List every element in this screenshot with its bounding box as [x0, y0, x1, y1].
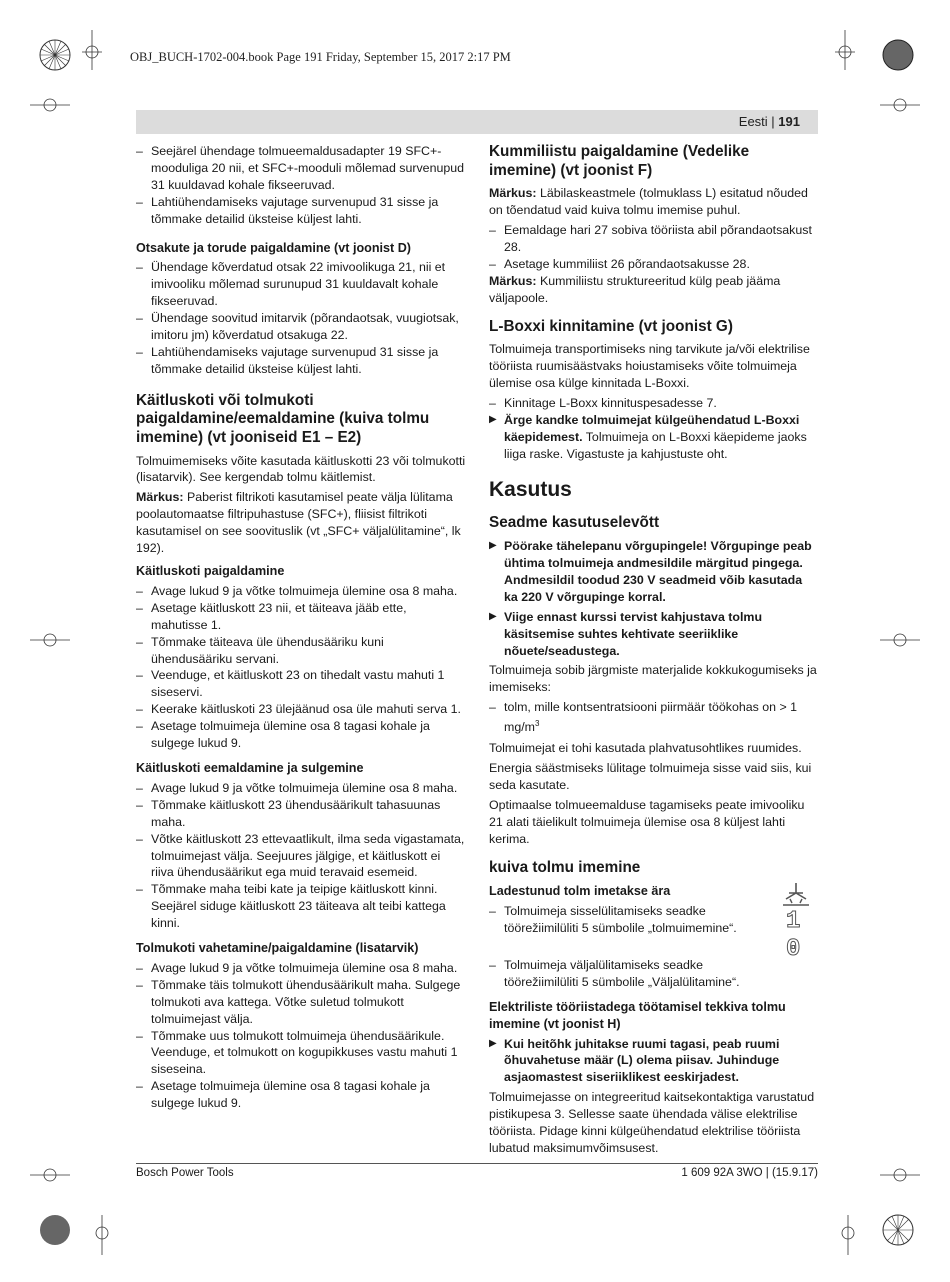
paragraph: Tolmuimemiseks võite kasutada käitluskotti 23 või tolmukotti (lisatarvik). See kergendab tolmu käitlemist.	[136, 453, 466, 485]
warning-bold: Kui heitõhk juhitakse ruumi tagasi, peab ruumi õhuvahetuse määr (L) olema piisav. Juhinduge asjaomastest siseriiklikest eeskirjadest.	[504, 1036, 780, 1085]
vacuum-icon	[778, 881, 814, 911]
section-heading: Tolmukoti vahetamine/paigaldamine (lisatarvik)	[136, 941, 419, 956]
list-item: – Keerake käitluskoti 23 ülejäänud osa üle mahuti serva 1.	[136, 701, 466, 718]
registration-mark	[873, 1205, 923, 1255]
section-heading: Käitluskoti paigaldamine	[136, 564, 285, 578]
section-heading: L-Boxxi kinnitamine (vt joonist G)	[489, 317, 733, 335]
footer-code: 1 609 92A 3WO | (15.9.17)	[681, 1167, 818, 1179]
symbol-off: 0	[786, 936, 801, 963]
list-item: – Avage lukud 9 ja võtke tolmuimeja ülemine osa 8 maha.	[136, 780, 466, 797]
paragraph: Tolmuimeja sobib järgmiste materjalide kokkukogumiseks ja imemiseks:	[489, 663, 817, 695]
crop-mark	[880, 1160, 920, 1190]
list-item: – Kinnitage L-Boxx kinnituspesadesse 7.	[489, 395, 819, 412]
list-item: – Tõmmake täis tolmukott ühendusäärikult maha. Sulgege tolmukoti ava kattega. Võtke suletud tolmukott tolmuimejast välja.	[136, 977, 466, 1028]
note-label: Märkus:	[136, 490, 184, 505]
list-item-text: tolm, mille kontsentratsiooni piirmäär töökohas on > 1 mg/m	[504, 700, 798, 735]
list-item: – Seejärel ühendage tolmueemaldusadapter 19 SFC+-mooduliga 20 nii, et SFC+-mooduli mõlemad survenupud 31 kuuldavad kohale fikseeruvad.	[136, 143, 466, 194]
crop-mark	[835, 30, 865, 70]
warning-item	[489, 538, 819, 606]
print-slug: OBJ_BUCH-1702-004.book Page 191 Friday, September 15, 2017 2:17 PM	[130, 50, 511, 64]
crop-mark	[838, 1215, 868, 1255]
list-item: – Tõmmake maha teibi kate ja teipige käitluskott kinni. Seejärel siduge käitluskott 23 täiteava alt teibi kattega kinni.	[136, 881, 466, 932]
warning-item	[489, 412, 819, 463]
note-label: Märkus:	[489, 186, 537, 201]
superscript: 3	[534, 719, 540, 729]
list-item: – Lahtiühendamiseks vajutage survenupud 31 sisse ja tõmmake detailid üksteise küljest lahti.	[136, 344, 466, 378]
warning-bold: Ärge kandke tolmuimejat külgeühendatud L-Boxxi käepidemest.	[504, 412, 800, 444]
section-heading: Käitluskoti eemaldamine ja sulgemine	[136, 760, 364, 775]
page-number: 191	[778, 114, 800, 129]
section-heading: kuiva tolmu imemine	[489, 858, 641, 876]
header-section: Eesti	[738, 114, 768, 129]
section-heading: Seadme kasutuselevõtt	[489, 514, 660, 532]
crop-mark	[30, 1160, 70, 1190]
paragraph: Tolmuimejat ei tohi kasutada plahvatusohtlikes ruumides.	[489, 741, 802, 756]
symbol-on: 1	[786, 908, 801, 935]
section-heading: Käitluskoti või tolmukoti paigaldamine/eemaldamine (kuiva tolmu imemine) (vt jooniseid E1 – E2)	[136, 391, 430, 446]
note-text: Läbilaskeastmele (tolmuklass L) esitatud nõuded on tõendatud vaid kuiva tolmu imemise puhul.	[489, 186, 808, 218]
list-item: – Tolmuimeja sisselülitamiseks seadke töörežiimilüliti 5 sümbolile „tolmuimemine“.	[489, 903, 774, 937]
list-item: – Tõmmake uus tolmukott tolmuimeja ühendusäärikule. Veenduge, et tolmukott on kogupikkuses vastu mahuti 1 siseseina.	[136, 1028, 466, 1079]
crop-mark	[880, 90, 920, 120]
list-item: – Eemaldage hari 27 sobiva tööriista abil põrandaotsakust 28.	[489, 222, 819, 256]
list-item: – Avage lukud 9 ja võtke tolmuimeja ülemine osa 8 maha.	[136, 583, 466, 600]
note-paragraph	[136, 489, 466, 557]
note-paragraph	[489, 273, 819, 307]
section-heading: Elektriliste tööriistadega töötamisel tekkiva tolmu imemine (vt joonist H)	[489, 999, 786, 1031]
list-item: – Veenduge, et käitluskott 23 on tihedalt vastu mahuti 1 siseservi.	[136, 667, 466, 701]
note-label: Märkus:	[489, 273, 537, 288]
note-text: Kummiliistu struktureeritud külg peab jääma väljapoole.	[489, 273, 781, 305]
registration-mark	[30, 1205, 80, 1255]
list-item: – Avage lukud 9 ja võtke tolmuimeja ülemine osa 8 maha.	[136, 960, 466, 977]
crop-mark	[30, 90, 70, 120]
mode-switch-symbols	[778, 881, 814, 965]
right-column	[489, 143, 819, 1160]
paragraph: Tolmuimeja transportimiseks ning tarvikute ja/või elektrilise tööriista ruumisäästvaks hoiustamiseks võite tolmuimeja ülemise osa külge kinnitada L-Boxxi.	[489, 342, 810, 390]
page-footer	[136, 1163, 818, 1179]
list-item: – Tolmuimeja väljalülitamiseks seadke töörežiimilüliti 5 sümbolile „Väljalülitamine“.	[489, 957, 774, 991]
section-heading: Kummiliistu paigaldamine (Vedelike imemine) (vt joonist F)	[489, 143, 750, 179]
list-item	[489, 699, 819, 736]
list-item: – Tõmmake käitluskott 23 ühendusäärikult tahasuunas maha.	[136, 797, 466, 831]
left-column	[136, 143, 466, 1112]
list-item: – Asetage käitluskott 23 nii, et täiteava jääb ette, mahutisse 1.	[136, 600, 466, 634]
warning-bold: Viige ennast kurssi tervist kahjustava tolmu käsitsemise suhtes kehtivate seeriiklike nõuete/seadustega.	[504, 609, 763, 658]
page-header	[136, 110, 818, 134]
crop-mark	[880, 625, 920, 655]
list-item: – Ühendage kõverdatud otsak 22 imivoolikuga 21, nii et imivooliku mõlemad surunupud 31 kuuldavalt kohale fikseeruvad.	[136, 259, 466, 310]
list-item: – Asetage tolmuimeja ülemine osa 8 tagasi kohale ja sulgege lukud 9.	[136, 718, 466, 752]
warning-text: Tolmuimeja on L-Boxxi käepideme jaoks liiga raske. Vigastuste ja kahjustuste oht.	[504, 429, 807, 461]
paragraph: Tolmuimejasse on integreeritud kaitsekontaktiga varustatud pistikupesa 3. Sellesse saate ühendada välise elektrilise tööriista. Pidage kinni külgeühendatud elektrilise tööriista lubatud maksimumvõimsusest.	[489, 1090, 815, 1155]
crop-mark	[82, 30, 112, 70]
list-item: – Võtke käitluskott 23 ettevaatlikult, ilma seda vigastamata, tolmuimejast välja. Seejuures jälgige, et käitluskott ei riiva ühendusäärikut ega muid teravaid esemeid.	[136, 831, 466, 882]
paragraph: Optimaalse tolmueemalduse tagamiseks peate imivooliku 21 alati täielikult tolmuimeja ülemise osa 8 küljest lahti kerima.	[489, 797, 805, 846]
note-text: Paberist filtrikoti kasutamisel peate välja lülitama poolautomaatse filtripuhastuse (SFC+), fliisist filtrikoti kasutamisel on see soovituslik (vt „SFC+ väljalülitamine“, lk 192).	[136, 490, 461, 556]
section-heading: Ladestunud tolm imetakse ära	[489, 884, 671, 899]
list-item: – Asetage kummiliist 26 põrandaotsakusse 28.	[489, 256, 819, 273]
footer-brand: Bosch Power Tools	[136, 1167, 234, 1179]
warning-item	[489, 609, 819, 660]
paragraph: Energia säästmiseks lülitage tolmuimeja sisse vaid siis, kui seda kasutate.	[489, 761, 812, 792]
chapter-heading: Kasutus	[489, 478, 572, 502]
crop-mark	[92, 1215, 122, 1255]
registration-mark	[30, 30, 80, 80]
list-item: – Asetage tolmuimeja ülemine osa 8 tagasi kohale ja sulgege lukud 9.	[136, 1078, 466, 1112]
header-label	[739, 114, 800, 129]
list-item: – Lahtiühendamiseks vajutage survenupud 31 sisse ja tõmmake detailid üksteise küljest lahti.	[136, 194, 466, 228]
warning-bold: Pöörake tähelepanu võrgupingele! Võrgupinge peab ühtima tolmuimeja andmesildile märgitud pingega. Andmesildil toodud 230 V seadmeid võib kasutada ka 220 V võrgupinge korral.	[504, 539, 812, 604]
registration-mark	[873, 30, 923, 80]
list-item: – Ühendage soovitud imitarvik (põrandaotsak, vuugiotsak, imitoru jm) kõverdatud otsakuga 22.	[136, 310, 466, 344]
crop-mark	[30, 625, 70, 655]
section-heading: Otsakute ja torude paigaldamine (vt joonist D)	[136, 240, 412, 255]
list-item: – Tõmmake täiteava üle ühendusääriku kuni ühendusääriku servani.	[136, 634, 466, 668]
header-separator: |	[767, 114, 779, 129]
warning-item	[489, 1036, 819, 1087]
note-paragraph	[489, 185, 819, 219]
